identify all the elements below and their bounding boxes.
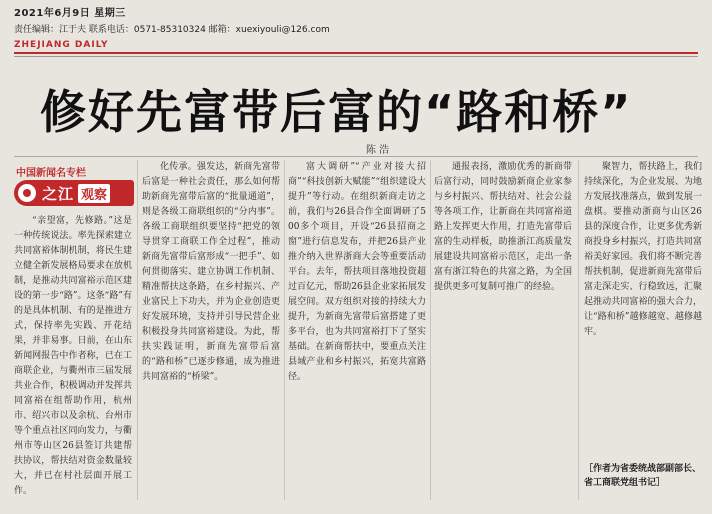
column-divider (137, 160, 138, 500)
column-logo (14, 180, 134, 206)
column-label: 中国新闻名专栏 (16, 168, 86, 179)
article-column-2 (142, 160, 280, 505)
column-divider (284, 160, 285, 500)
author-credit: ［作者为省委统战部副部长、省工商联党组书记］ (584, 464, 702, 488)
newspaper-brand: ZHEJIANG DAILY (14, 40, 109, 50)
column-title-b: 观察 (78, 184, 110, 203)
article-paragraph: 化传承。强发达，新商先富带后富是一种社会责任，那么如何帮助新商先富带后富的“批量通道”，则是各级工商联组织的“分内事”。各级工商联组织要坚持“把党的领导贯穿工商联工作全过程”，推动新商先富带后富形成“一把手”、如何贯彻落实、建立协调工作机制、精准帮扶这条路，在乡村振兴、产业富民上下功夫，并为企业创造更好发展环境，支持并引导民营企业积极投身共同富裕建设。为此，帮扶实践证明，新商先富带后富的“路和桥”已逐步修通，成为推进共同富裕的“桥梁”。 (142, 162, 280, 382)
article-paragraph: 通报表扬，激励优秀的新商带后富行动，同时鼓励新商企业家参与乡村振兴、帮扶结对、社会公益等各项工作，让新商在共同富裕道路上发挥更大作用，打造先富带后富的生动样板，助推浙江高质量发展建设共同富裕示范区，走出一条富有浙江特色的共富之路，为全国提供更多可复制可推广的经验。 (434, 162, 572, 292)
headline-rule (14, 156, 698, 157)
page-header (14, 4, 330, 35)
article-column-5 (584, 160, 702, 460)
header-rule-red (14, 52, 698, 54)
header-rule-thin (14, 56, 698, 57)
column-title-a: 之江 (42, 184, 75, 203)
column-logo-icon (18, 184, 36, 202)
article-author: 陈 浩 (366, 145, 390, 156)
issue-date: 2021年6月9日 星期三 (14, 8, 126, 19)
article-column-4 (434, 160, 572, 505)
column-divider (578, 160, 579, 500)
article-paragraph: 聚智力，帮扶路上，我们持续深化，为企业发展、为地方发展找准落点，做到发展一盘棋。要推动浙商与山区26县的深度合作，让更多优秀新商投身乡村振兴，打造共同富裕美好家园。我们将不断完善帮扶机制，促进新商先富带后富走深走实、行稳致远，汇聚起推动共同富裕的强大合力，让“路和桥”越修越宽、越修越牢。 (584, 162, 702, 337)
article-headline: 修好先富带后富的“路和桥” (40, 85, 633, 139)
article-column-1 (14, 214, 132, 514)
article-paragraph: “亲望富，先修路。”这是一种传统说法。率先探索建立共同富裕体制机制，将民生建立健全新发展格局要求在放机制，是推动共同富裕示范区建设的第一步“路”。这条“路”有的是具体机制、有的是推进方式，保持率先实践、开花结果，并非易事。日前，在山东新闻网报告中作者称，已在工商联企业，与衢州市三届发展共业合作，积极调动并发挥共同富裕在组帮助作用，杭州市、绍兴市以及余杭、台州市等个重点社区同向发力，与衢州市等山区26县签订共建帮扶协议，帮扶结对资金数量较大，并已在村社层面开展工作。 (14, 216, 132, 496)
editor-contact-line: 责任编辑：江于夫 联系电话：0571-85310324 邮箱：xuexiyouli@126.com (14, 25, 330, 35)
article-paragraph: 富大调研”“产业对接大招商”“科技创新大赋能”“组织建设大提升”等行动。在组织新商走访之前，我们与26县合作全面调研了500多个项目，开设“26县招商之窗”进行信息发布，并把26县产业推介纳入世界浙商大会等重要活动平台。去年，帮扶项目落地投资超过百亿元，帮助26县企业家拓展发展空间。双方组织对接的持续大力提升，为新商先富带后富搭建了更多平台，也为共同富裕打下了坚实基础。在新商帮扶中，要重点关注县域产业和乡村振兴，拓宽共富路径。 (288, 162, 426, 382)
article-column-3 (288, 160, 426, 505)
column-divider (430, 160, 431, 500)
